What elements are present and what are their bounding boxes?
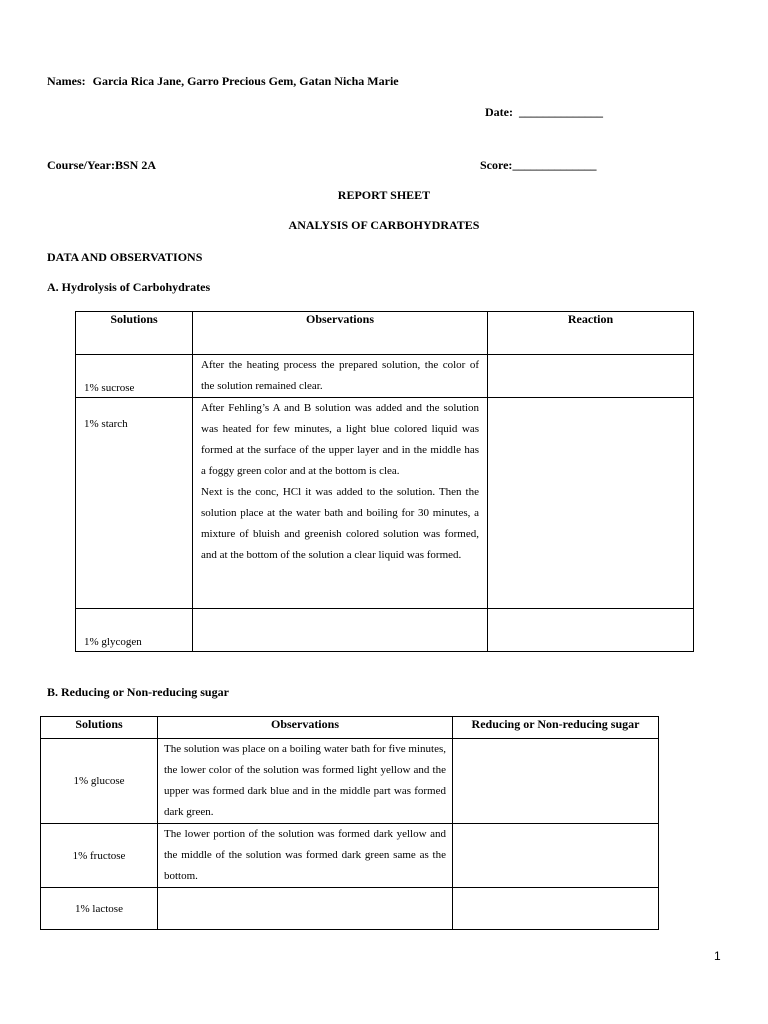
course-line	[47, 158, 156, 173]
observation-paragraph: After Fehling’s A and B solution was added and the solution was heated for few minutes, a light blue colored liquid was formed at the surface of the upper layer and in the middle has a foggy green color and at the bottom is clea.	[201, 402, 479, 477]
report-subtitle: ANALYSIS OF CARBOHYDRATES	[288, 218, 480, 232]
reaction-cell	[488, 609, 694, 652]
reducing-sugar-table	[40, 716, 659, 930]
course-value: BSN 2A	[114, 158, 156, 172]
table-row	[41, 739, 659, 824]
score-line	[480, 158, 596, 173]
score-blank: ______________	[512, 158, 597, 172]
table-row	[41, 824, 659, 888]
observation-paragraph: Next is the conc, HCl it was added to the solution. Then the solution place at the water bath and boiling for 30 minutes, a mixture of bluish and greenish colored solution was formed, and at the bottom of the solution a clear liquid was formed.	[201, 486, 479, 561]
names-value: Garcia Rica Jane, Garro Precious Gem, Gatan Nicha Marie	[92, 74, 399, 88]
reaction-cell	[488, 355, 694, 398]
observation-cell: After the heating process the prepared solution, the color of the solution remained clear.	[193, 355, 488, 398]
col-header-reaction: Reaction	[488, 312, 694, 355]
date-blank: ______________	[518, 105, 603, 119]
observation-cell: The lower portion of the solution was formed dark yellow and the middle of the solution was formed dark green same as the bottom.	[158, 824, 453, 888]
table-b-heading: B. Reducing or Non-reducing sugar	[47, 685, 229, 699]
score-label: Score:	[480, 158, 513, 172]
table-header-row	[76, 312, 694, 355]
result-cell	[453, 824, 659, 888]
table-row	[41, 888, 659, 930]
table-row	[76, 398, 694, 609]
observation-cell	[158, 888, 453, 930]
course-label: Course/Year:	[47, 158, 115, 172]
report-title: REPORT SHEET	[337, 188, 431, 202]
section-heading: DATA AND OBSERVATIONS	[47, 250, 203, 264]
col-header-reducing: Reducing or Non-reducing sugar	[453, 717, 659, 739]
table-a-heading: A. Hydrolysis of Carbohydrates	[47, 280, 211, 294]
solution-cell: 1% sucrose	[76, 355, 193, 398]
solution-cell: 1% glycogen	[76, 609, 193, 652]
names-line	[47, 74, 399, 89]
date-line	[485, 105, 603, 120]
col-header-solutions: Solutions	[76, 312, 193, 355]
names-label: Names:	[47, 74, 86, 88]
observation-cell	[193, 398, 488, 609]
result-cell	[453, 888, 659, 930]
hydrolysis-table	[75, 311, 694, 652]
page-number: 1	[714, 949, 721, 963]
table-header-row	[41, 717, 659, 739]
solution-cell: 1% glucose	[41, 739, 158, 824]
reaction-cell	[488, 398, 694, 609]
col-header-observations: Observations	[193, 312, 488, 355]
col-header-observations: Observations	[158, 717, 453, 739]
solution-cell: 1% starch	[76, 398, 193, 609]
date-label: Date:	[485, 105, 513, 119]
solution-cell: 1% fructose	[41, 824, 158, 888]
table-row	[76, 355, 694, 398]
result-cell	[453, 739, 659, 824]
observation-cell	[193, 609, 488, 652]
table-row	[76, 609, 694, 652]
solution-cell: 1% lactose	[41, 888, 158, 930]
col-header-solutions: Solutions	[41, 717, 158, 739]
observation-cell: The solution was place on a boiling water bath for five minutes, the lower color of the solution was formed light yellow and the upper was formed dark blue and in the middle part was formed dark green.	[158, 739, 453, 824]
